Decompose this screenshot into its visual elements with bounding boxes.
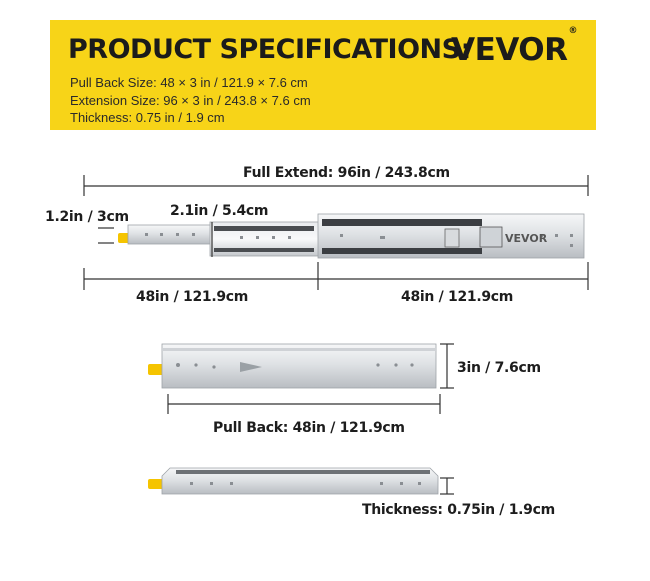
extended-slide [118,214,584,258]
full-extend-label: Full Extend: 96in / 243.8cm [243,165,450,181]
spec-extension: Extension Size: 96 × 3 in / 243.8 × 7.6 cm [70,92,311,108]
retracted-slide [148,344,436,388]
latch-icon [445,229,459,247]
right-length-label: 48in / 121.9cm [401,289,514,305]
pull-back-dimension [168,394,440,414]
slide-brand-text: VEVOR [505,232,548,245]
extended-height-label: 1.2in / 3cm [45,209,129,225]
inner-width-label: 2.1in / 5.4cm [170,203,269,219]
retracted-height-arrow [440,344,454,388]
lock-lever-icon [480,227,502,247]
spec-pull-back: Pull Back Size: 48 × 3 in / 121.9 × 7.6 cm [70,75,308,90]
banner-title: PRODUCT SPECIFICATIONS: [68,34,471,65]
side-view-slide [148,468,438,494]
spec-thickness: Thickness: 0.75 in / 1.9 cm [70,110,225,125]
thickness-arrow [440,478,454,494]
thickness-label: Thickness: 0.75in / 1.9cm [362,502,555,518]
retracted-height-label: 3in / 7.6cm [457,360,541,376]
brand-name: VEVOR [451,32,568,68]
extended-length-dimensions [84,262,588,290]
left-length-label: 48in / 121.9cm [136,289,249,305]
pull-back-label: Pull Back: 48in / 121.9cm [213,420,405,436]
height-arrow-extended [98,228,114,243]
registered-mark: ® [568,25,577,36]
